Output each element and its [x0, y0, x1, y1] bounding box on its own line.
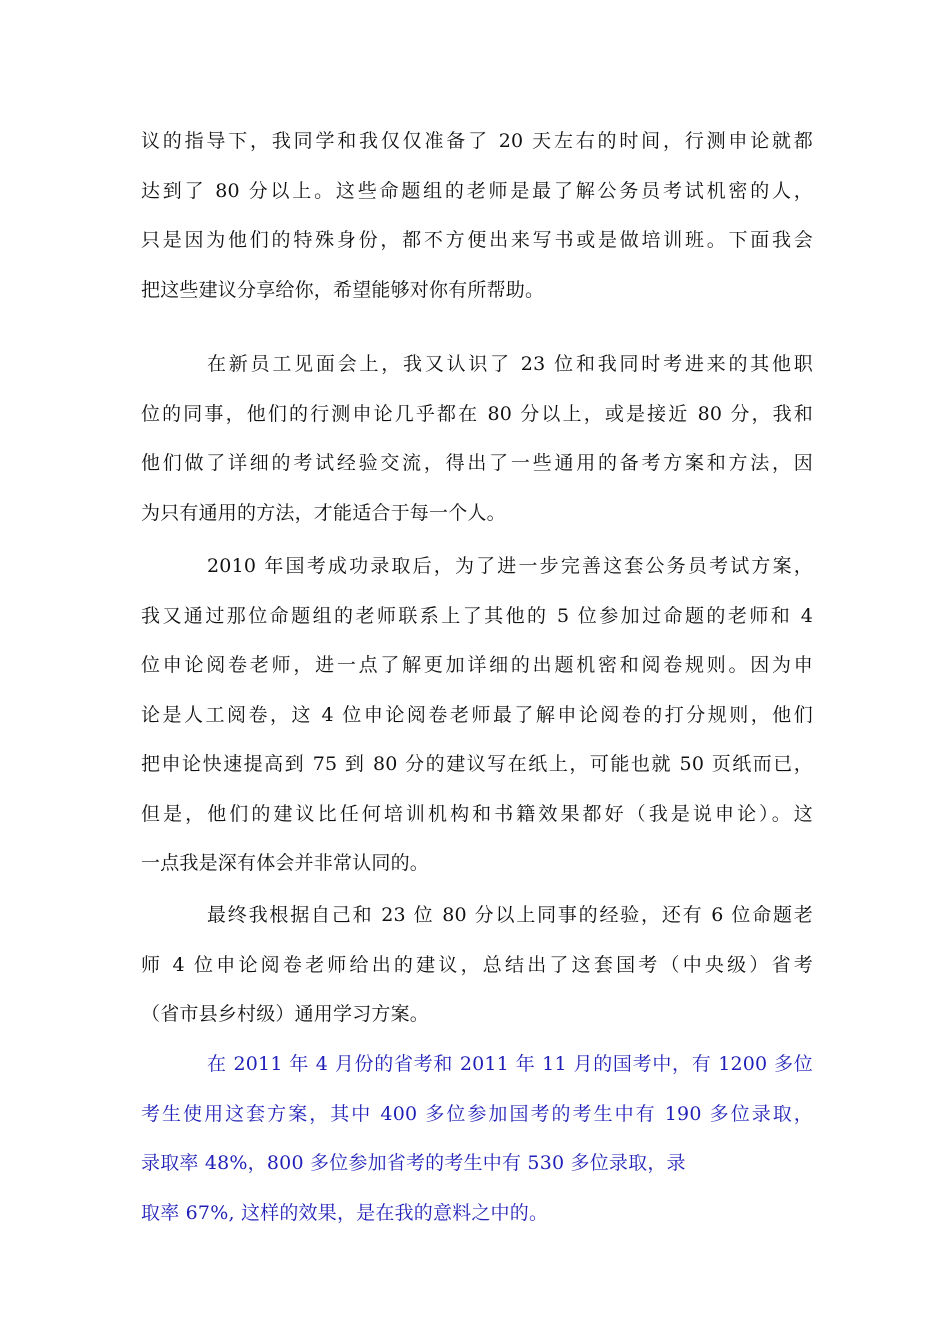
paragraph-line: 取率 67%, 这样的效果，是在我的意料之中的。: [141, 1201, 549, 1224]
paragraph-line: 但是，他们的建议比任何培训机构和书籍效果都好（我是说申论）。这: [141, 802, 813, 825]
paragraph-line: 我又通过那位命题组的老师联系上了其他的 5 位参加过命题的老师和 4: [141, 604, 813, 627]
paragraph-line: 最终我根据自己和 23 位 80 分以上同事的经验，还有 6 位命题老: [207, 904, 813, 926]
paragraph-1: [141, 117, 813, 315]
paragraph-line: 他们做了详细的考试经验交流，得出了一些通用的备考方案和方法，因: [141, 452, 813, 474]
paragraph-line: 师 4 位申论阅卷老师给出的建议，总结出了这套国考（中央级）省考: [141, 953, 813, 976]
paragraph-line: 在新员工见面会上，我又认识了 23 位和我同时考进来的其他职: [207, 353, 813, 375]
paragraph-5-highlighted: [141, 1040, 813, 1238]
paragraph-line: 在 2011 年 4 月份的省考和 2011 年 11 月的国考中，有 1200 多位: [207, 1053, 813, 1075]
paragraph-line: 一点我是深有体会并非常认同的。: [141, 852, 430, 874]
paragraph-line: 为只有通用的方法，才能适合于每一个人。: [141, 501, 506, 524]
paragraph-2: [141, 340, 813, 538]
paragraph-line: 位申论阅卷老师，进一点了解更加详细的出题机密和阅卷规则。因为申: [141, 654, 813, 676]
paragraph-line: 2010 年国考成功录取后，为了进一步完善这套公务员考试方案，: [207, 555, 813, 577]
paragraph-line: 只是因为他们的特殊身份，都不方便出来写书或是做培训班。下面我会: [141, 229, 813, 251]
paragraph-line: 议的指导下，我同学和我仅仅准备了 20 天左右的时间，行测申论就都: [141, 130, 813, 152]
paragraph-line: 把申论快速提高到 75 到 80 分的建议写在纸上，可能也就 50 页纸而已，: [141, 753, 813, 775]
paragraph-3: [141, 542, 813, 889]
paragraph-line: 把这些建议分享给你，希望能够对你有所帮助。: [141, 278, 545, 301]
paragraph-4: [141, 891, 813, 1040]
paragraph-line: 考生使用这套方案，其中 400 多位参加国考的考生中有 190 多位录取，: [141, 1102, 813, 1125]
paragraph-line: 达到了 80 分以上。这些命题组的老师是最了解公务员考试机密的人，: [141, 179, 813, 202]
paragraph-line: （省市县乡村级）通用学习方案。: [141, 1003, 430, 1025]
paragraph-line: 论是人工阅卷，这 4 位申论阅卷老师最了解申论阅卷的打分规则，他们: [141, 703, 813, 726]
paragraph-line: 位的同事，他们的行测申论几乎都在 80 分以上，或是接近 80 分，我和: [141, 402, 813, 425]
paragraph-line: 录取率 48%，800 多位参加省考的考生中有 530 多位录取，录: [141, 1152, 686, 1174]
